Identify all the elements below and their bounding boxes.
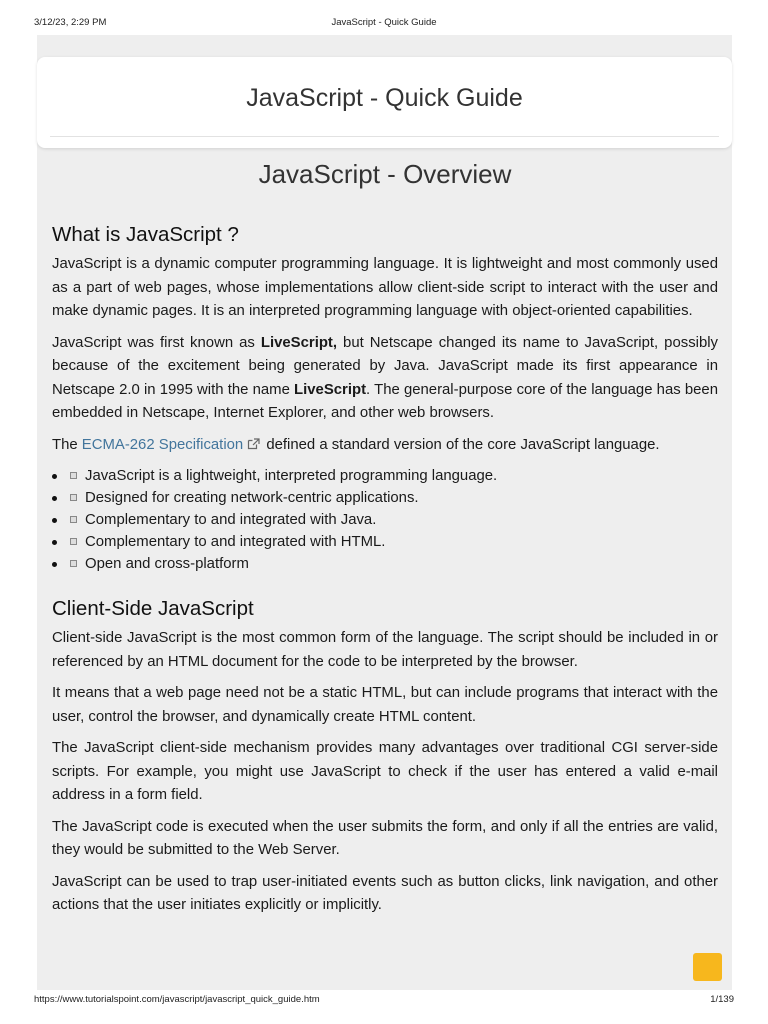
list-item: Complementary to and integrated with Java. bbox=[52, 509, 718, 531]
bullet-icon bbox=[52, 540, 57, 545]
paragraph: JavaScript was first known as LiveScript, but Netscape changed its name to JavaScript, possibly because of the excitement being generated by Java. JavaScript made its first appearance in Netscape 2.0 in 1995 with the name LiveScript. The general-purpose core of the language has been embedded in Netscape, Internet Explorer, and other web browsers. bbox=[52, 334, 718, 421]
bullet-icon bbox=[52, 562, 57, 567]
print-title: JavaScript - Quick Guide bbox=[331, 17, 437, 28]
title-card bbox=[37, 57, 732, 148]
chapter-title: JavaScript - Overview bbox=[258, 159, 512, 189]
list-item: JavaScript is a lightweight, interpreted programming language. bbox=[52, 465, 718, 487]
ecma-spec-link[interactable]: ECMA-262 Specification bbox=[81, 436, 244, 453]
bullet-icon bbox=[52, 474, 57, 479]
bullet-icon bbox=[52, 496, 57, 501]
bullet-icon bbox=[52, 518, 57, 523]
paragraph: The JavaScript client-side mechanism provides many advantages over traditional CGI server-side scripts. For example, you might use JavaScript to check if the user has entered a valid e-mail address in a form field. bbox=[52, 740, 718, 803]
external-link-icon[interactable] bbox=[247, 438, 260, 450]
paragraph: JavaScript is a dynamic computer programming language. It is lightweight and most commonly used as a part of web pages, whose implementations allow client-side script to interact with the user and make dynamic pages. It is an interpreted programming language with object-oriented capabilities. bbox=[52, 256, 718, 319]
emphasis-livescript: LiveScript bbox=[294, 381, 367, 398]
section-heading-client-side: Client-Side JavaScript bbox=[52, 597, 254, 620]
paragraph: JavaScript can be used to trap user-initiated events such as button clicks, link navigation, and other actions that the user initiates explicitly or implicitly. bbox=[52, 873, 718, 913]
main-content bbox=[52, 156, 718, 926]
paragraph: The ECMA-262 Specification defined a standard version of the core JavaScript language. bbox=[52, 436, 660, 453]
square-bullet-icon bbox=[70, 516, 77, 523]
title-divider bbox=[50, 136, 719, 137]
list-item: Open and cross-platform bbox=[52, 553, 718, 575]
print-header bbox=[0, 17, 768, 31]
paragraph: The JavaScript code is executed when the user submits the form, and only if all the entries are valid, they would be submitted to the Web Server. bbox=[52, 818, 718, 858]
list-item: Complementary to and integrated with HTML. bbox=[52, 531, 718, 553]
scroll-top-button[interactable] bbox=[693, 953, 722, 981]
paragraph: It means that a web page need not be a static HTML, but can include programs that interact with the user, control the browser, and dynamically create HTML content. bbox=[52, 685, 718, 725]
square-bullet-icon bbox=[70, 538, 77, 545]
emphasis-livescript: LiveScript, bbox=[260, 334, 338, 351]
print-footer bbox=[0, 994, 768, 1008]
square-bullet-icon bbox=[70, 560, 77, 567]
square-bullet-icon bbox=[70, 472, 77, 479]
page-title: JavaScript - Quick Guide bbox=[246, 84, 523, 112]
print-page-number: 1/139 bbox=[710, 994, 734, 1005]
section-heading-what-is-js: What is JavaScript ? bbox=[52, 223, 239, 246]
print-date: 3/12/23, 2:29 PM bbox=[34, 17, 107, 28]
list-item: Designed for creating network-centric applications. bbox=[52, 487, 718, 509]
paragraph: Client-side JavaScript is the most common form of the language. The script should be included in or referenced by an HTML document for the code to be interpreted by the browser. bbox=[52, 630, 718, 670]
print-url: https://www.tutorialspoint.com/javascript/javascript_quick_guide.htm bbox=[34, 994, 320, 1005]
square-bullet-icon bbox=[70, 494, 77, 501]
feature-list bbox=[52, 465, 718, 575]
